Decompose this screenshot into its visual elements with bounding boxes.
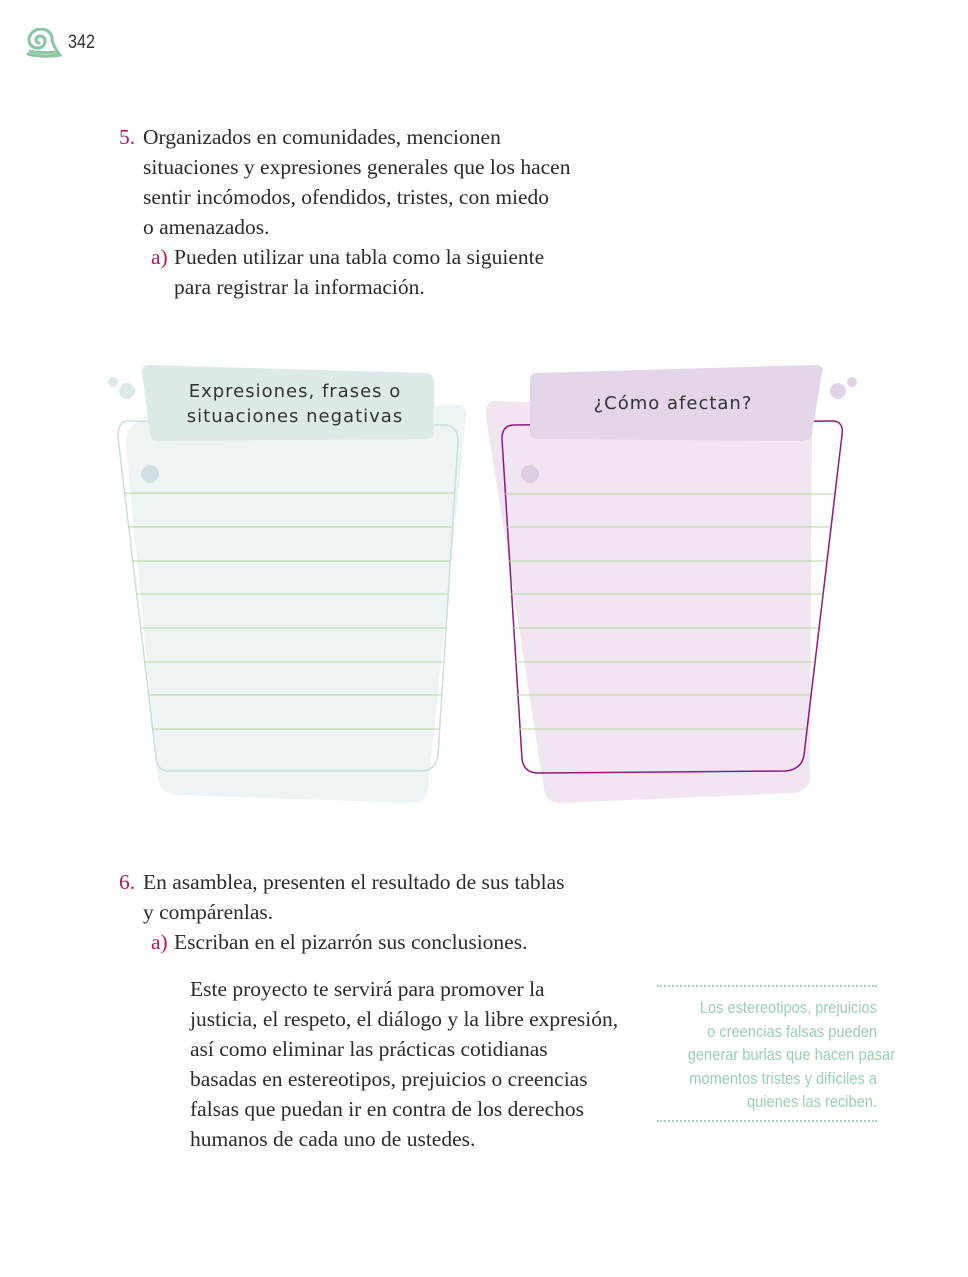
activity-6-line: En asamblea, presenten el resultado de sus tablas bbox=[143, 870, 565, 894]
sidenote-line: Los estereotipos, prejuicios bbox=[699, 998, 877, 1017]
activity-5-line: Organizados en comunidades, mencionen bbox=[143, 125, 501, 149]
record-table-drawing bbox=[0, 355, 968, 815]
decorative-bubble bbox=[521, 465, 539, 483]
activity-5-line: sentir incómodos, ofendidos, tristes, con miedo bbox=[143, 185, 550, 209]
sidenote-line: quienes las reciben. bbox=[746, 1092, 877, 1111]
activity-5-number: 5. bbox=[119, 125, 136, 149]
sidenote-line: o creencias falsas pueden bbox=[707, 1021, 877, 1041]
page-number: 342 bbox=[68, 32, 95, 53]
activity-5-line: situaciones y expresiones generales que los hacen bbox=[143, 155, 571, 179]
decorative-bubble bbox=[108, 377, 118, 387]
left-column-header-line: situaciones negativas bbox=[186, 406, 404, 427]
left-column bbox=[108, 365, 466, 803]
closing-paragraph bbox=[190, 974, 618, 1154]
closing-line: así como eliminar las prácticas cotidianas bbox=[190, 1037, 548, 1061]
sidenote bbox=[657, 985, 896, 1122]
right-column-header: ¿Cómo afectan? bbox=[593, 393, 753, 414]
left-column-background bbox=[126, 405, 467, 803]
closing-line: humanos de cada uno de ustedes. bbox=[190, 1127, 476, 1151]
activity-6-number: 6. bbox=[119, 870, 136, 894]
decorative-bubble bbox=[847, 377, 857, 387]
closing-line: justicia, el respeto, el diálogo y la libre expresión, bbox=[190, 1007, 619, 1031]
activity-5-line: o amenazados. bbox=[143, 215, 270, 239]
closing-line: falsas que puedan ir en contra de los derechos bbox=[190, 1097, 585, 1121]
closing-line: Este proyecto te servirá para promover la bbox=[190, 977, 545, 1001]
sidenote-line: momentos tristes y difíciles a bbox=[689, 1068, 877, 1088]
activity-5a-line: Pueden utilizar una tabla como la siguiente bbox=[174, 245, 545, 269]
left-column-header-line: Expresiones, frases o bbox=[188, 381, 402, 402]
decorative-bubble bbox=[119, 383, 135, 399]
closing-line: basadas en estereotipos, prejuicios o creencias bbox=[190, 1067, 588, 1091]
right-column bbox=[486, 365, 857, 803]
left-column-header bbox=[150, 379, 440, 429]
activity-6a-line: Escriban en el pizarrón sus conclusiones. bbox=[174, 930, 528, 954]
decorative-bubble bbox=[830, 383, 846, 399]
activity-6a-letter: a) bbox=[151, 930, 168, 954]
snail-spiral-icon bbox=[26, 28, 62, 58]
sidenote-line: generar burlas que hacen pasar bbox=[687, 1045, 896, 1064]
activity-6-line: y compárenlas. bbox=[143, 900, 274, 924]
page-header bbox=[26, 28, 100, 58]
activity-5a-letter: a) bbox=[151, 245, 168, 269]
right-column-background bbox=[486, 401, 812, 803]
decorative-bubble bbox=[141, 465, 159, 483]
record-table bbox=[0, 355, 968, 815]
activity-5a-line: para registrar la información. bbox=[174, 275, 425, 299]
